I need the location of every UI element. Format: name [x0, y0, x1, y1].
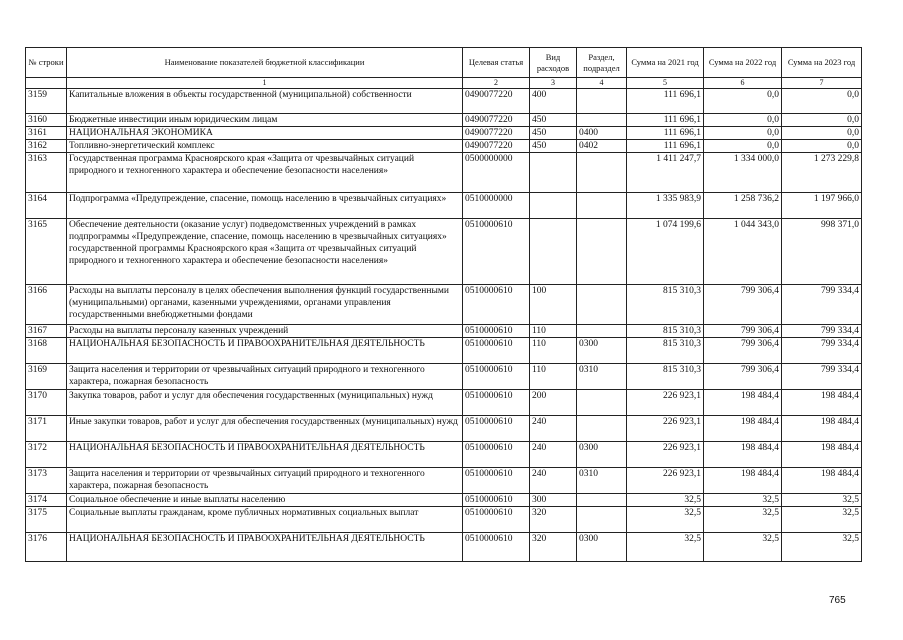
row-sum-2022: 198 484,4 [704, 390, 782, 416]
row-target-code: 0500000000 [463, 153, 530, 193]
row-sum-2021: 226 923,1 [627, 390, 704, 416]
row-expense-type: 450 [530, 140, 577, 153]
row-sum-2022: 198 484,4 [704, 416, 782, 442]
header-sum-2021: Сумма на 2021 год [627, 48, 704, 78]
row-name: Закупка товаров, работ и услуг для обеспечения государственных (муниципальных) нужд [67, 390, 463, 416]
row-target-code: 0510000610 [463, 325, 530, 338]
row-expense-type: 240 [530, 442, 577, 468]
row-sum-2021: 111 696,1 [627, 114, 704, 127]
row-name: Защита населения и территории от чрезвычайных ситуаций природного и техногенного характера, пожарная безопасность [67, 468, 463, 494]
row-sum-2023: 799 334,4 [782, 364, 862, 390]
row-target-code: 0510000610 [463, 219, 530, 285]
row-number: 3165 [26, 219, 67, 285]
row-target-code: 0490077220 [463, 140, 530, 153]
row-sum-2021: 1 335 983,9 [627, 193, 704, 219]
row-sum-2021: 815 310,3 [627, 325, 704, 338]
row-section [577, 153, 627, 193]
row-name: Социальные выплаты гражданам, кроме публичных нормативных социальных выплат [67, 507, 463, 533]
budget-table [25, 47, 862, 562]
row-name: Обеспечение деятельности (оказание услуг) подведомственных учреждений в рамках подпрограммы «Предупреждение, спасение, помощь населению в чрезвычайных ситуациях» государственной программы Красноярского края «Защита от чрезвычайных ситуаций природного и техногенного характера и обеспечение безопасности населения» [67, 219, 463, 285]
table-row [26, 219, 862, 285]
row-sum-2023: 0,0 [782, 89, 862, 114]
row-sum-2022: 799 306,4 [704, 364, 782, 390]
table-row [26, 285, 862, 325]
header-name: Наименование показателей бюджетной классификации [67, 48, 463, 78]
row-target-code: 0510000610 [463, 364, 530, 390]
row-sum-2022: 0,0 [704, 127, 782, 140]
row-section [577, 285, 627, 325]
row-target-code: 0490077220 [463, 114, 530, 127]
row-expense-type: 110 [530, 325, 577, 338]
row-sum-2022: 799 306,4 [704, 325, 782, 338]
table-row [26, 442, 862, 468]
row-sum-2021: 32,5 [627, 507, 704, 533]
row-sum-2022: 1 258 736,2 [704, 193, 782, 219]
row-number: 3172 [26, 442, 67, 468]
row-sum-2023: 0,0 [782, 114, 862, 127]
table-row [26, 390, 862, 416]
row-sum-2022: 0,0 [704, 89, 782, 114]
row-name: Защита населения и территории от чрезвычайных ситуаций природного и техногенного характера, пожарная безопасность [67, 364, 463, 390]
table-row [26, 416, 862, 442]
page-number: 765 [829, 595, 846, 606]
row-sum-2021: 815 310,3 [627, 285, 704, 325]
row-section: 0400 [577, 127, 627, 140]
row-sum-2022: 198 484,4 [704, 442, 782, 468]
row-sum-2023: 998 371,0 [782, 219, 862, 285]
row-number: 3168 [26, 338, 67, 364]
row-sum-2022: 1 044 343,0 [704, 219, 782, 285]
row-expense-type: 320 [530, 507, 577, 533]
row-expense-type: 450 [530, 114, 577, 127]
row-number: 3164 [26, 193, 67, 219]
row-sum-2022: 0,0 [704, 114, 782, 127]
row-sum-2021: 32,5 [627, 533, 704, 562]
row-name: Бюджетные инвестиции иным юридическим лицам [67, 114, 463, 127]
row-sum-2021: 111 696,1 [627, 89, 704, 114]
row-target-code: 0510000610 [463, 533, 530, 562]
table-row [26, 140, 862, 153]
row-expense-type [530, 153, 577, 193]
table-row [26, 325, 862, 338]
row-section: 0402 [577, 140, 627, 153]
table-row [26, 127, 862, 140]
row-number: 3170 [26, 390, 67, 416]
row-sum-2021: 1 074 199,6 [627, 219, 704, 285]
header-sum-2023: Сумма на 2023 год [782, 48, 862, 78]
row-name: Подпрограмма «Предупреждение, спасение, помощь населению в чрезвычайных ситуациях» [67, 193, 463, 219]
header-num: № строки [26, 48, 67, 78]
row-sum-2023: 32,5 [782, 533, 862, 562]
row-section [577, 193, 627, 219]
row-sum-2023: 198 484,4 [782, 442, 862, 468]
row-number: 3174 [26, 494, 67, 507]
row-expense-type: 300 [530, 494, 577, 507]
row-section: 0300 [577, 442, 627, 468]
row-expense-type [530, 193, 577, 219]
row-sum-2022: 32,5 [704, 494, 782, 507]
row-sum-2023: 0,0 [782, 127, 862, 140]
row-target-code: 0510000610 [463, 338, 530, 364]
row-expense-type: 110 [530, 364, 577, 390]
row-number: 3175 [26, 507, 67, 533]
row-sum-2023: 1 197 966,0 [782, 193, 862, 219]
row-sum-2021: 226 923,1 [627, 468, 704, 494]
table-row [26, 338, 862, 364]
row-sum-2021: 32,5 [627, 494, 704, 507]
column-number: 1 [67, 78, 463, 89]
column-number: 7 [782, 78, 862, 89]
column-number: 6 [704, 78, 782, 89]
row-target-code: 0510000610 [463, 442, 530, 468]
header-vid: Вид расходов [530, 48, 577, 78]
row-sum-2022: 1 334 000,0 [704, 153, 782, 193]
row-expense-type: 450 [530, 127, 577, 140]
row-expense-type: 110 [530, 338, 577, 364]
row-sum-2023: 0,0 [782, 140, 862, 153]
row-expense-type: 200 [530, 390, 577, 416]
row-target-code: 0510000610 [463, 468, 530, 494]
row-expense-type: 400 [530, 89, 577, 114]
row-number: 3163 [26, 153, 67, 193]
row-target-code: 0490077220 [463, 127, 530, 140]
column-number: 2 [463, 78, 530, 89]
column-number: 3 [530, 78, 577, 89]
row-section [577, 325, 627, 338]
row-name: Топливно-энергетический комплекс [67, 140, 463, 153]
row-section: 0300 [577, 338, 627, 364]
row-section [577, 390, 627, 416]
table-row [26, 193, 862, 219]
row-sum-2023: 1 273 229,8 [782, 153, 862, 193]
row-sum-2021: 226 923,1 [627, 416, 704, 442]
table-row [26, 468, 862, 494]
row-number: 3167 [26, 325, 67, 338]
row-section [577, 507, 627, 533]
row-sum-2023: 198 484,4 [782, 416, 862, 442]
row-sum-2021: 1 411 247,7 [627, 153, 704, 193]
header-sum-2022: Сумма на 2022 год [704, 48, 782, 78]
row-sum-2022: 799 306,4 [704, 285, 782, 325]
row-sum-2021: 815 310,3 [627, 338, 704, 364]
table-row [26, 494, 862, 507]
row-target-code: 0510000610 [463, 390, 530, 416]
table-row [26, 507, 862, 533]
column-number: 4 [577, 78, 627, 89]
row-sum-2022: 32,5 [704, 507, 782, 533]
row-name: НАЦИОНАЛЬНАЯ БЕЗОПАСНОСТЬ И ПРАВООХРАНИТЕЛЬНАЯ ДЕЯТЕЛЬНОСТЬ [67, 338, 463, 364]
column-number-row [26, 78, 862, 89]
row-target-code: 0510000610 [463, 494, 530, 507]
row-sum-2023: 32,5 [782, 494, 862, 507]
row-sum-2023: 799 334,4 [782, 338, 862, 364]
row-name: Социальное обеспечение и иные выплаты населению [67, 494, 463, 507]
row-name: Расходы на выплаты персоналу в целях обеспечения выполнения функций государственными (муниципальными) органами, казенными учреждениями, органами управления государственными внебюджетными фондами [67, 285, 463, 325]
row-number: 3159 [26, 89, 67, 114]
row-section: 0310 [577, 468, 627, 494]
row-sum-2022: 198 484,4 [704, 468, 782, 494]
row-sum-2021: 111 696,1 [627, 127, 704, 140]
row-name: Капитальные вложения в объекты государственной (муниципальной) собственности [67, 89, 463, 114]
column-number: 5 [627, 78, 704, 89]
row-section: 0300 [577, 533, 627, 562]
row-number: 3160 [26, 114, 67, 127]
row-section [577, 219, 627, 285]
row-sum-2022: 32,5 [704, 533, 782, 562]
row-expense-type: 240 [530, 468, 577, 494]
row-sum-2023: 799 334,4 [782, 325, 862, 338]
row-sum-2021: 111 696,1 [627, 140, 704, 153]
row-name: Государственная программа Красноярского края «Защита от чрезвычайных ситуаций природного и техногенного характера и обеспечение безопасности населения» [67, 153, 463, 193]
table-row [26, 153, 862, 193]
row-name: Иные закупки товаров, работ и услуг для обеспечения государственных (муниципальных) нужд [67, 416, 463, 442]
row-number: 3161 [26, 127, 67, 140]
row-section [577, 89, 627, 114]
row-expense-type [530, 219, 577, 285]
row-name: НАЦИОНАЛЬНАЯ БЕЗОПАСНОСТЬ И ПРАВООХРАНИТЕЛЬНАЯ ДЕЯТЕЛЬНОСТЬ [67, 442, 463, 468]
row-target-code: 0510000610 [463, 507, 530, 533]
row-number: 3173 [26, 468, 67, 494]
table-row [26, 89, 862, 114]
row-sum-2021: 226 923,1 [627, 442, 704, 468]
row-sum-2022: 799 306,4 [704, 338, 782, 364]
row-target-code: 0510000000 [463, 193, 530, 219]
row-number: 3171 [26, 416, 67, 442]
row-sum-2023: 198 484,4 [782, 468, 862, 494]
row-target-code: 0510000610 [463, 416, 530, 442]
row-name: НАЦИОНАЛЬНАЯ БЕЗОПАСНОСТЬ И ПРАВООХРАНИТЕЛЬНАЯ ДЕЯТЕЛЬНОСТЬ [67, 533, 463, 562]
row-expense-type: 320 [530, 533, 577, 562]
table-row [26, 364, 862, 390]
row-sum-2021: 815 310,3 [627, 364, 704, 390]
row-target-code: 0510000610 [463, 285, 530, 325]
row-number: 3162 [26, 140, 67, 153]
table-row [26, 533, 862, 562]
header-row [26, 48, 862, 78]
row-name: Расходы на выплаты персоналу казенных учреждений [67, 325, 463, 338]
column-number-num [26, 78, 67, 89]
table-body [26, 89, 862, 562]
row-expense-type: 100 [530, 285, 577, 325]
row-target-code: 0490077220 [463, 89, 530, 114]
row-name: НАЦИОНАЛЬНАЯ ЭКОНОМИКА [67, 127, 463, 140]
row-section [577, 114, 627, 127]
row-section: 0310 [577, 364, 627, 390]
row-expense-type: 240 [530, 416, 577, 442]
row-sum-2023: 32,5 [782, 507, 862, 533]
row-number: 3166 [26, 285, 67, 325]
row-section [577, 416, 627, 442]
header-razdel: Раздел, подраздел [577, 48, 627, 78]
header-code: Целевая статья [463, 48, 530, 78]
row-sum-2023: 799 334,4 [782, 285, 862, 325]
row-sum-2023: 198 484,4 [782, 390, 862, 416]
row-sum-2022: 0,0 [704, 140, 782, 153]
table-row [26, 114, 862, 127]
row-number: 3176 [26, 533, 67, 562]
row-number: 3169 [26, 364, 67, 390]
row-section [577, 494, 627, 507]
